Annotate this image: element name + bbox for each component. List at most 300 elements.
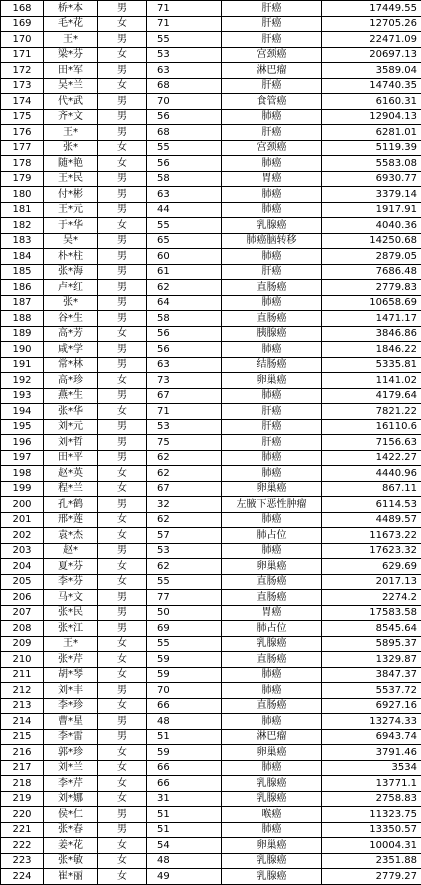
- diagnosis-cell: 乳腺癌: [222, 636, 322, 652]
- age-cell: 44: [147, 202, 222, 218]
- table-row: [1, 636, 421, 652]
- table-row: [1, 1, 421, 17]
- age-cell: 63: [147, 187, 222, 203]
- amount-cell: 1471.17: [322, 311, 421, 327]
- table-row: [1, 249, 421, 265]
- table-row: [1, 419, 421, 435]
- amount-cell: 3791.46: [322, 745, 421, 761]
- gender-cell: 女: [98, 404, 147, 420]
- diagnosis-cell: 肺癌: [222, 466, 322, 482]
- patient-name-cell: 高*芳: [44, 326, 98, 342]
- gender-cell: 女: [98, 78, 147, 94]
- table-row: [1, 714, 421, 730]
- diagnosis-cell: 乳腺癌: [222, 776, 322, 792]
- amount-cell: 12705.26: [322, 16, 421, 32]
- patient-name-cell: 赵*英: [44, 466, 98, 482]
- record-number-cell: 170: [1, 32, 44, 48]
- amount-cell: 6160.31: [322, 94, 421, 110]
- table-row: [1, 822, 421, 838]
- amount-cell: 6930.77: [322, 171, 421, 187]
- gender-cell: 男: [98, 419, 147, 435]
- diagnosis-cell: 肝癌: [222, 419, 322, 435]
- record-number-cell: 208: [1, 621, 44, 637]
- amount-cell: 3589.04: [322, 63, 421, 79]
- record-number-cell: 187: [1, 295, 44, 311]
- table-row: [1, 729, 421, 745]
- amount-cell: 4040.36: [322, 218, 421, 234]
- amount-cell: 2879.05: [322, 249, 421, 265]
- record-number-cell: 177: [1, 140, 44, 156]
- amount-cell: 20697.13: [322, 47, 421, 63]
- record-number-cell: 220: [1, 807, 44, 823]
- age-cell: 66: [147, 698, 222, 714]
- record-number-cell: 173: [1, 78, 44, 94]
- patient-name-cell: 赵*: [44, 543, 98, 559]
- table-row: [1, 311, 421, 327]
- age-cell: 51: [147, 822, 222, 838]
- age-cell: 66: [147, 776, 222, 792]
- patient-name-cell: 侯*仁: [44, 807, 98, 823]
- age-cell: 53: [147, 419, 222, 435]
- patient-name-cell: 夏*芬: [44, 559, 98, 575]
- gender-cell: 男: [98, 357, 147, 373]
- table-row: [1, 621, 421, 637]
- table-row: [1, 559, 421, 575]
- amount-cell: 2779.27: [322, 869, 421, 885]
- age-cell: 68: [147, 125, 222, 141]
- patient-name-cell: 谷*生: [44, 311, 98, 327]
- record-number-cell: 188: [1, 311, 44, 327]
- diagnosis-cell: 肺癌脑转移: [222, 233, 322, 249]
- amount-cell: 3846.86: [322, 326, 421, 342]
- record-number-cell: 209: [1, 636, 44, 652]
- gender-cell: 男: [98, 497, 147, 513]
- patient-name-cell: 朴*柱: [44, 249, 98, 265]
- diagnosis-cell: 肝癌: [222, 16, 322, 32]
- table-row: [1, 838, 421, 854]
- record-number-cell: 206: [1, 590, 44, 606]
- age-cell: 58: [147, 171, 222, 187]
- patient-name-cell: 张*民: [44, 605, 98, 621]
- table-row: [1, 760, 421, 776]
- record-number-cell: 189: [1, 326, 44, 342]
- table-row: [1, 156, 421, 172]
- record-number-cell: 176: [1, 125, 44, 141]
- diagnosis-cell: 肝癌: [222, 78, 322, 94]
- table-row: [1, 807, 421, 823]
- record-number-cell: 207: [1, 605, 44, 621]
- gender-cell: 女: [98, 869, 147, 885]
- gender-cell: 男: [98, 435, 147, 451]
- amount-cell: 13274.33: [322, 714, 421, 730]
- age-cell: 68: [147, 78, 222, 94]
- age-cell: 66: [147, 760, 222, 776]
- diagnosis-cell: 直肠癌: [222, 590, 322, 606]
- age-cell: 70: [147, 683, 222, 699]
- amount-cell: 2779.83: [322, 280, 421, 296]
- gender-cell: 女: [98, 559, 147, 575]
- table-row: [1, 869, 421, 885]
- record-number-cell: 216: [1, 745, 44, 761]
- age-cell: 56: [147, 342, 222, 358]
- record-number-cell: 212: [1, 683, 44, 699]
- record-number-cell: 197: [1, 450, 44, 466]
- age-cell: 64: [147, 295, 222, 311]
- gender-cell: 女: [98, 652, 147, 668]
- gender-cell: 女: [98, 667, 147, 683]
- patient-name-cell: 吴*: [44, 233, 98, 249]
- record-number-cell: 194: [1, 404, 44, 420]
- amount-cell: 5537.72: [322, 683, 421, 699]
- diagnosis-cell: 乳腺癌: [222, 853, 322, 869]
- diagnosis-cell: 肝癌: [222, 32, 322, 48]
- diagnosis-cell: 肺癌: [222, 249, 322, 265]
- table-row: [1, 233, 421, 249]
- table-row: [1, 683, 421, 699]
- record-number-cell: 218: [1, 776, 44, 792]
- age-cell: 53: [147, 543, 222, 559]
- table-row: [1, 466, 421, 482]
- gender-cell: 男: [98, 1, 147, 17]
- diagnosis-cell: 直肠癌: [222, 311, 322, 327]
- table-row: [1, 698, 421, 714]
- amount-cell: 12904.13: [322, 109, 421, 125]
- patient-name-cell: 刘*丰: [44, 683, 98, 699]
- gender-cell: 女: [98, 853, 147, 869]
- diagnosis-cell: 宫颈癌: [222, 47, 322, 63]
- table-row: [1, 202, 421, 218]
- table-row: [1, 342, 421, 358]
- amount-cell: 7821.22: [322, 404, 421, 420]
- gender-cell: 女: [98, 140, 147, 156]
- age-cell: 67: [147, 481, 222, 497]
- record-number-cell: 190: [1, 342, 44, 358]
- diagnosis-cell: 肺占位: [222, 621, 322, 637]
- patient-name-cell: 张*海: [44, 264, 98, 280]
- table-row: [1, 94, 421, 110]
- age-cell: 69: [147, 621, 222, 637]
- age-cell: 73: [147, 373, 222, 389]
- amount-cell: 867.11: [322, 481, 421, 497]
- gender-cell: 男: [98, 590, 147, 606]
- age-cell: 55: [147, 636, 222, 652]
- patient-name-cell: 张*: [44, 140, 98, 156]
- diagnosis-cell: 肺癌: [222, 450, 322, 466]
- table-row: [1, 109, 421, 125]
- amount-cell: 7686.48: [322, 264, 421, 280]
- age-cell: 56: [147, 326, 222, 342]
- diagnosis-cell: 淋巴瘤: [222, 729, 322, 745]
- diagnosis-cell: 直肠癌: [222, 574, 322, 590]
- amount-cell: 7156.63: [322, 435, 421, 451]
- gender-cell: 男: [98, 683, 147, 699]
- amount-cell: 17623.32: [322, 543, 421, 559]
- diagnosis-cell: 肺癌: [222, 667, 322, 683]
- record-number-cell: 183: [1, 233, 44, 249]
- patient-name-cell: 崔*丽: [44, 869, 98, 885]
- age-cell: 60: [147, 249, 222, 265]
- amount-cell: 4489.57: [322, 512, 421, 528]
- record-number-cell: 204: [1, 559, 44, 575]
- gender-cell: 女: [98, 636, 147, 652]
- age-cell: 51: [147, 729, 222, 745]
- table-row: [1, 187, 421, 203]
- gender-cell: 男: [98, 249, 147, 265]
- table-row: [1, 481, 421, 497]
- diagnosis-cell: 肝癌: [222, 264, 322, 280]
- amount-cell: 1329.87: [322, 652, 421, 668]
- record-number-cell: 178: [1, 156, 44, 172]
- table-row: [1, 78, 421, 94]
- table-row: [1, 125, 421, 141]
- record-number-cell: 168: [1, 1, 44, 17]
- diagnosis-cell: 肺癌: [222, 342, 322, 358]
- record-number-cell: 205: [1, 574, 44, 590]
- age-cell: 49: [147, 869, 222, 885]
- patient-name-cell: 梁*芬: [44, 47, 98, 63]
- age-cell: 58: [147, 311, 222, 327]
- age-cell: 31: [147, 791, 222, 807]
- patient-name-cell: 孔*鹤: [44, 497, 98, 513]
- age-cell: 53: [147, 47, 222, 63]
- diagnosis-cell: 肺癌: [222, 156, 322, 172]
- gender-cell: 男: [98, 450, 147, 466]
- diagnosis-cell: 肝癌: [222, 404, 322, 420]
- record-number-cell: 222: [1, 838, 44, 854]
- diagnosis-cell: 肝癌: [222, 435, 322, 451]
- table-row: [1, 295, 421, 311]
- patient-name-cell: 常*林: [44, 357, 98, 373]
- gender-cell: 女: [98, 760, 147, 776]
- gender-cell: 男: [98, 125, 147, 141]
- patient-name-cell: 李*珍: [44, 698, 98, 714]
- amount-cell: 5119.39: [322, 140, 421, 156]
- diagnosis-cell: 卵巢癌: [222, 481, 322, 497]
- record-number-cell: 217: [1, 760, 44, 776]
- patient-name-cell: 王*: [44, 636, 98, 652]
- record-number-cell: 181: [1, 202, 44, 218]
- table-row: [1, 373, 421, 389]
- diagnosis-cell: 胃癌: [222, 605, 322, 621]
- age-cell: 59: [147, 652, 222, 668]
- gender-cell: 男: [98, 822, 147, 838]
- patient-name-cell: 王*: [44, 125, 98, 141]
- age-cell: 62: [147, 466, 222, 482]
- amount-cell: 10658.69: [322, 295, 421, 311]
- record-number-cell: 172: [1, 63, 44, 79]
- patient-name-cell: 李*芹: [44, 776, 98, 792]
- table-row: [1, 171, 421, 187]
- age-cell: 57: [147, 528, 222, 544]
- age-cell: 55: [147, 32, 222, 48]
- table-row: [1, 357, 421, 373]
- record-number-cell: 196: [1, 435, 44, 451]
- gender-cell: 女: [98, 838, 147, 854]
- diagnosis-cell: 左腋下恶性肿瘤: [222, 497, 322, 513]
- diagnosis-cell: 肺癌: [222, 683, 322, 699]
- gender-cell: 男: [98, 295, 147, 311]
- amount-cell: 1846.22: [322, 342, 421, 358]
- record-number-cell: 223: [1, 853, 44, 869]
- record-number-cell: 179: [1, 171, 44, 187]
- amount-cell: 5335.81: [322, 357, 421, 373]
- age-cell: 59: [147, 667, 222, 683]
- amount-cell: 11673.22: [322, 528, 421, 544]
- table-row: [1, 63, 421, 79]
- gender-cell: 女: [98, 698, 147, 714]
- diagnosis-cell: 食管癌: [222, 94, 322, 110]
- diagnosis-cell: 肺癌: [222, 388, 322, 404]
- gender-cell: 女: [98, 776, 147, 792]
- table-row: [1, 745, 421, 761]
- age-cell: 56: [147, 109, 222, 125]
- diagnosis-cell: 肺癌: [222, 760, 322, 776]
- table-row: [1, 574, 421, 590]
- age-cell: 71: [147, 404, 222, 420]
- patient-name-cell: 袁*杰: [44, 528, 98, 544]
- table-row: [1, 450, 421, 466]
- record-number-cell: 200: [1, 497, 44, 513]
- amount-cell: 3534: [322, 760, 421, 776]
- age-cell: 71: [147, 16, 222, 32]
- amount-cell: 22471.09: [322, 32, 421, 48]
- gender-cell: 男: [98, 807, 147, 823]
- record-number-cell: 195: [1, 419, 44, 435]
- record-number-cell: 215: [1, 729, 44, 745]
- patient-name-cell: 王*: [44, 32, 98, 48]
- gender-cell: 男: [98, 171, 147, 187]
- gender-cell: 男: [98, 621, 147, 637]
- amount-cell: 6943.74: [322, 729, 421, 745]
- age-cell: 48: [147, 714, 222, 730]
- table-row: [1, 404, 421, 420]
- gender-cell: 女: [98, 326, 147, 342]
- diagnosis-cell: 卵巢癌: [222, 373, 322, 389]
- gender-cell: 女: [98, 373, 147, 389]
- diagnosis-cell: 卵巢癌: [222, 838, 322, 854]
- age-cell: 65: [147, 233, 222, 249]
- gender-cell: 男: [98, 388, 147, 404]
- patient-name-cell: 随*艳: [44, 156, 98, 172]
- record-number-cell: 202: [1, 528, 44, 544]
- patient-name-cell: 燕*生: [44, 388, 98, 404]
- age-cell: 61: [147, 264, 222, 280]
- diagnosis-cell: 胃癌: [222, 171, 322, 187]
- gender-cell: 女: [98, 47, 147, 63]
- table-row: [1, 218, 421, 234]
- patient-name-cell: 李*雷: [44, 729, 98, 745]
- amount-cell: 14740.35: [322, 78, 421, 94]
- amount-cell: 2274.2: [322, 590, 421, 606]
- age-cell: 62: [147, 559, 222, 575]
- record-number-cell: 221: [1, 822, 44, 838]
- gender-cell: 女: [98, 791, 147, 807]
- gender-cell: 女: [98, 574, 147, 590]
- patient-name-cell: 李*芬: [44, 574, 98, 590]
- patient-name-cell: 齐*文: [44, 109, 98, 125]
- gender-cell: 男: [98, 233, 147, 249]
- gender-cell: 女: [98, 512, 147, 528]
- age-cell: 48: [147, 853, 222, 869]
- record-number-cell: 191: [1, 357, 44, 373]
- patient-name-cell: 刘*元: [44, 419, 98, 435]
- gender-cell: 男: [98, 32, 147, 48]
- age-cell: 50: [147, 605, 222, 621]
- patient-name-cell: 张*江: [44, 621, 98, 637]
- patient-name-cell: 马*文: [44, 590, 98, 606]
- record-number-cell: 174: [1, 94, 44, 110]
- gender-cell: 男: [98, 94, 147, 110]
- amount-cell: 2017.13: [322, 574, 421, 590]
- age-cell: 62: [147, 512, 222, 528]
- record-number-cell: 175: [1, 109, 44, 125]
- patient-name-cell: 付*彬: [44, 187, 98, 203]
- patient-name-cell: 王*元: [44, 202, 98, 218]
- patient-name-cell: 吴*兰: [44, 78, 98, 94]
- record-number-cell: 211: [1, 667, 44, 683]
- table-row: [1, 776, 421, 792]
- diagnosis-cell: 肝癌: [222, 125, 322, 141]
- patient-name-cell: 程*兰: [44, 481, 98, 497]
- diagnosis-cell: 肝癌: [222, 1, 322, 17]
- amount-cell: 17583.58: [322, 605, 421, 621]
- gender-cell: 女: [98, 16, 147, 32]
- age-cell: 62: [147, 280, 222, 296]
- gender-cell: 男: [98, 202, 147, 218]
- amount-cell: 1422.27: [322, 450, 421, 466]
- table-row: [1, 140, 421, 156]
- age-cell: 32: [147, 497, 222, 513]
- amount-cell: 4440.96: [322, 466, 421, 482]
- gender-cell: 女: [98, 218, 147, 234]
- record-number-cell: 203: [1, 543, 44, 559]
- amount-cell: 3847.37: [322, 667, 421, 683]
- record-number-cell: 201: [1, 512, 44, 528]
- diagnosis-cell: 肺癌: [222, 822, 322, 838]
- table-row: [1, 590, 421, 606]
- table-row: [1, 388, 421, 404]
- table-row: [1, 667, 421, 683]
- diagnosis-cell: 乳腺癌: [222, 218, 322, 234]
- record-number-cell: 180: [1, 187, 44, 203]
- table-row: [1, 528, 421, 544]
- diagnosis-cell: 结肠癌: [222, 357, 322, 373]
- table-row: [1, 264, 421, 280]
- gender-cell: 男: [98, 63, 147, 79]
- table-row: [1, 326, 421, 342]
- age-cell: 63: [147, 63, 222, 79]
- amount-cell: 2758.83: [322, 791, 421, 807]
- amount-cell: 17449.55: [322, 1, 421, 17]
- patient-name-cell: 刘*兰: [44, 760, 98, 776]
- age-cell: 70: [147, 94, 222, 110]
- age-cell: 62: [147, 450, 222, 466]
- diagnosis-cell: 肺癌: [222, 512, 322, 528]
- record-number-cell: 213: [1, 698, 44, 714]
- record-number-cell: 199: [1, 481, 44, 497]
- diagnosis-cell: 胰腺癌: [222, 326, 322, 342]
- table-row: [1, 16, 421, 32]
- age-cell: 59: [147, 745, 222, 761]
- amount-cell: 1917.91: [322, 202, 421, 218]
- record-number-cell: 193: [1, 388, 44, 404]
- amount-cell: 3379.14: [322, 187, 421, 203]
- patient-name-cell: 于*华: [44, 218, 98, 234]
- gender-cell: 男: [98, 311, 147, 327]
- record-number-cell: 210: [1, 652, 44, 668]
- record-number-cell: 192: [1, 373, 44, 389]
- amount-cell: 6281.01: [322, 125, 421, 141]
